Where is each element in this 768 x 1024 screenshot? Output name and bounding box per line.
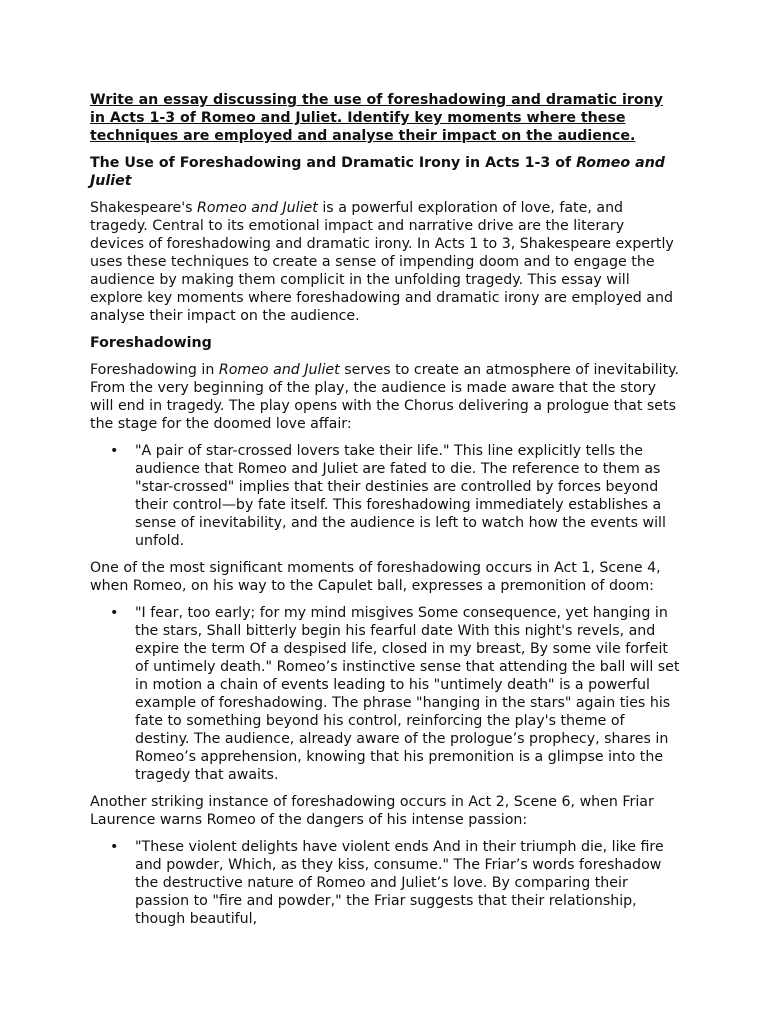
- list-item: [90, 442, 682, 550]
- intro-text-after: is a powerful exploration of love, fate, and tragedy. Central to its emotional impact and narrative drive are the literary devices of foreshadowing and dramatic irony. In Acts 1 to 3, Shakespeare expertly uses these techniques to create a sense of impending doom and to engage the audience by making them complicit in the unfolding tragedy. This essay will explore key moments where foreshadowing and dramatic irony are employed and analyse their impact on the audience.: [90, 200, 674, 324]
- list-item-text: "I fear, too early; for my mind misgives Some consequence, yet hanging in the stars, Shall bitterly begin his fearful date With this night's revels, and expire the term Of a despised life, closed in my breast, By some vile forfeit of untimely death." Romeo’s instinctive sense that attending the ball will set in motion a chain of events leading to his "untimely death" is a powerful example of foreshadowing. The phrase "hanging in the stars" again ties his fate to something beyond his control, reinforcing the play's theme of destiny. The audience, already aware of the prologue’s prophecy, shares in Romeo’s apprehension, knowing that his premonition is a glimpse into the tragedy that awaits.: [135, 605, 680, 783]
- list-item-text: "These violent delights have violent ends And in their triumph die, like fire and powder, Which, as they kiss, consume." The Friar’s words foreshadow the destructive nature of Romeo and Juliet’s love. By comparing their passion to "fire and powder," the Friar suggests that their relationship, though beautiful,: [135, 839, 664, 927]
- bullet-icon: •: [110, 443, 119, 459]
- bullet-list-act1: [90, 604, 682, 784]
- bullet-list-act2: [90, 838, 682, 928]
- list-item: [90, 604, 682, 784]
- list-item-text: "A pair of star-crossed lovers take their life." This line explicitly tells the audience that Romeo and Juliet are fated to die. The reference to them as "star-crossed" implies that their destinies are controlled by forces beyond their control—by fate itself. This foreshadowing immediately establishes a sense of inevitability, and the audience is left to watch how the events will unfold.: [135, 443, 666, 549]
- essay-prompt: Write an essay discussing the use of foreshadowing and dramatic irony in Acts 1-3 of Romeo and Juliet. Identify key moments where these techniques are employed and analyse their impact on the audience.: [90, 92, 663, 144]
- section-heading: Foreshadowing: [90, 335, 212, 351]
- essay-title-prefix: The Use of Foreshadowing and Dramatic Irony in Acts 1-3 of: [90, 155, 577, 171]
- intro-text-before: Shakespeare's: [90, 200, 198, 216]
- intro-play-title: Romeo and Juliet: [197, 200, 318, 216]
- para1-text-after: serves to create an atmosphere of inevitability. From the very beginning of the play, the audience is made aware that the story will end in tragedy. The play opens with the Chorus delivering a prologue that sets the stage for the doomed love affair:: [90, 362, 680, 432]
- foreshadowing-paragraph: [90, 361, 682, 433]
- bullet-icon: •: [110, 605, 119, 621]
- para1-play-title: Romeo and Juliet: [218, 362, 340, 378]
- bullet-list-prologue: [90, 442, 682, 550]
- list-item: [90, 838, 682, 928]
- bullet-icon: •: [110, 839, 119, 855]
- act1-paragraph: One of the most significant moments of foreshadowing occurs in Act 1, Scene 4, when Romeo, on his way to the Capulet ball, expresses a premonition of doom:: [90, 560, 661, 594]
- essay-title-play: Romeo and Juliet: [90, 155, 665, 189]
- intro-paragraph: [90, 199, 682, 325]
- act2-paragraph: Another striking instance of foreshadowing occurs in Act 2, Scene 6, when Friar Laurence warns Romeo of the dangers of his intense passion:: [90, 794, 654, 828]
- document-page: [90, 91, 682, 937]
- para1-text-before: Foreshadowing in: [90, 362, 219, 378]
- essay-title: [90, 154, 682, 190]
